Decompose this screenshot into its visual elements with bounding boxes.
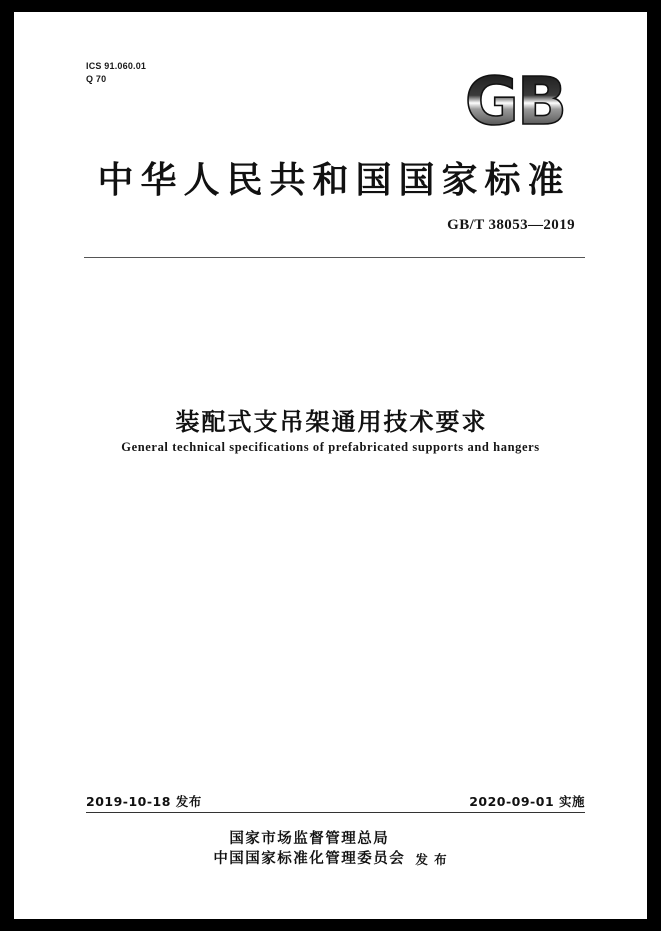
- issuer-line-1: 国家市场监督管理总局: [229, 831, 390, 847]
- svg-text:GB: GB: [464, 64, 566, 136]
- ics-code-block: [86, 60, 146, 86]
- issuer-block: [14, 830, 647, 869]
- header-divider: [84, 257, 585, 258]
- footer-dates: [86, 792, 585, 810]
- issuer-line-2: 中国国家标准化管理委员会: [213, 850, 406, 867]
- issuer-publish-label: 发 布: [415, 852, 448, 868]
- issuer-names: [213, 830, 405, 869]
- implementation-date: 2020-09-01 实施: [469, 794, 585, 809]
- ics-code: ICS 91.060.01: [86, 61, 147, 71]
- issue-date: 2019-10-18 发布: [86, 794, 202, 809]
- standard-number: GB/T 38053—2019: [447, 217, 575, 233]
- document-title-english: General technical specifications of prefabricated supports and hangers: [121, 440, 540, 454]
- classification-code: Q 70: [86, 74, 107, 85]
- footer-divider: [86, 812, 585, 813]
- standard-cover-page: [14, 12, 647, 919]
- gb-emblem-icon: [445, 64, 585, 136]
- national-standard-title: 中华人民共和国国家标准: [97, 160, 571, 201]
- document-title-chinese: 装配式支吊架通用技术要求: [175, 408, 488, 436]
